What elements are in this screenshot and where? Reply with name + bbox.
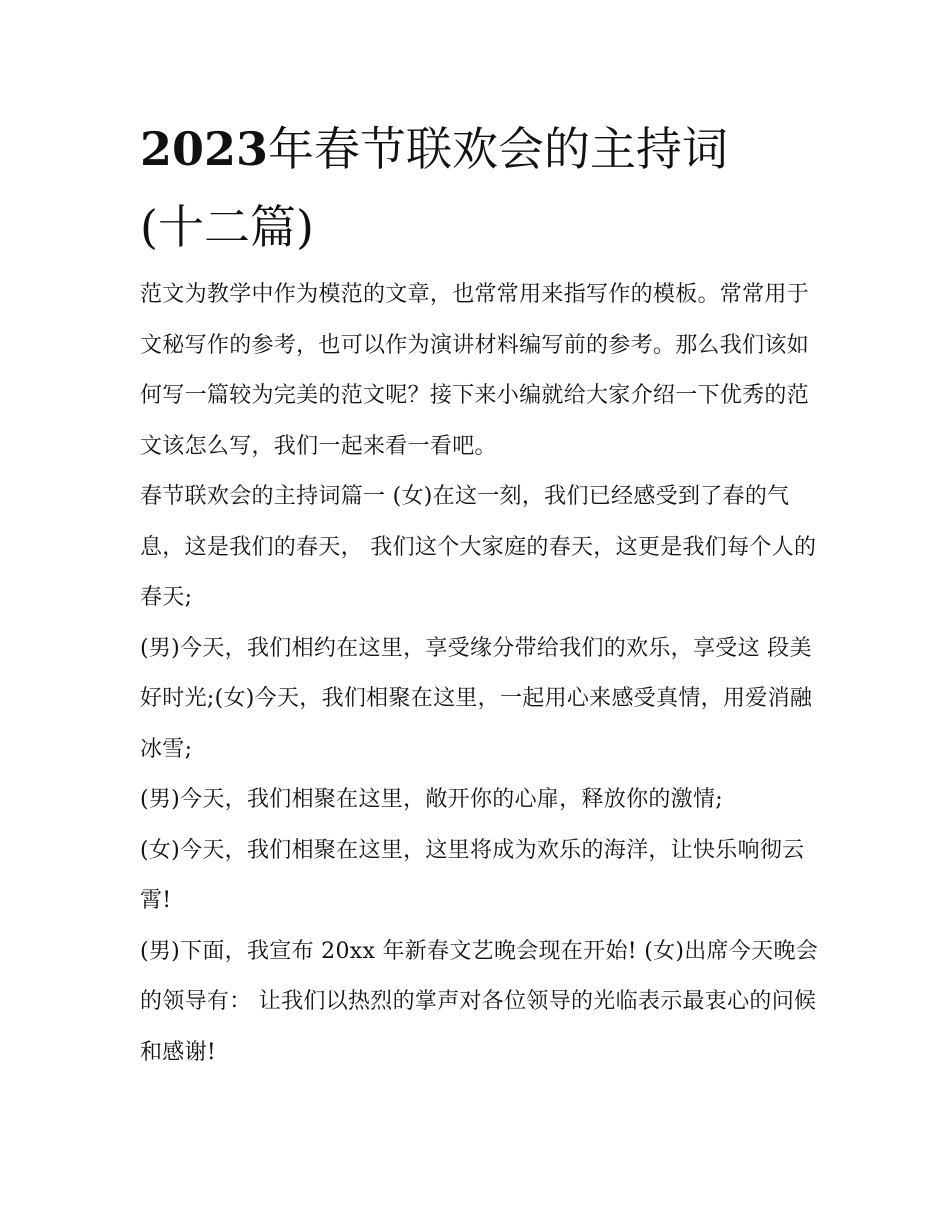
paragraph: (男)今天，我们相约在这里，享受缘分带给我们的欢乐，享受这 段美好时光;(女)今天，我们相聚在这里，一起用心来感受真情，用爱消融冰雪; (140, 635, 813, 762)
document-page (140, 110, 820, 1078)
paragraph: 春节联欢会的主持词篇一 (女)在这一刻，我们已经感受到了春的气息，这是我们的春天， 我们这个大家庭的春天，这更是我们每个人的春天; (140, 484, 817, 610)
title-line1-text: 年春节联欢会的主持词 (268, 122, 729, 176)
title-year: 2023 (140, 122, 269, 176)
document-body (140, 270, 820, 1078)
paragraph: (男)下面，我宣布 20xx 年新春文艺晚会现在开始! (女)出席今天晚会的领导有： 让我们以热烈的掌声对各位领导的光临表示最衷心的问候和感谢! (140, 938, 819, 1065)
paragraph: (男)今天，我们相聚在这里，敞开你的心扉，释放你的激情; (140, 787, 723, 812)
title-line2-text: (十二篇) (140, 200, 314, 254)
document-title (140, 110, 820, 266)
paragraph: (女)今天，我们相聚在这里，这里将成为欢乐的海洋，让快乐响彻云霄! (140, 837, 805, 913)
intro-paragraph: 范文为教学中作为模范的文章，也常常用来指写作的模板。常常用于文秘写作的参考，也可以作为演讲材料编写前的参考。那么我们该如何写一篇较为完美的范文呢？接下来小编就给大家介绍一下优秀的范文该怎么写，我们一起来看一看吧。 (140, 282, 810, 459)
